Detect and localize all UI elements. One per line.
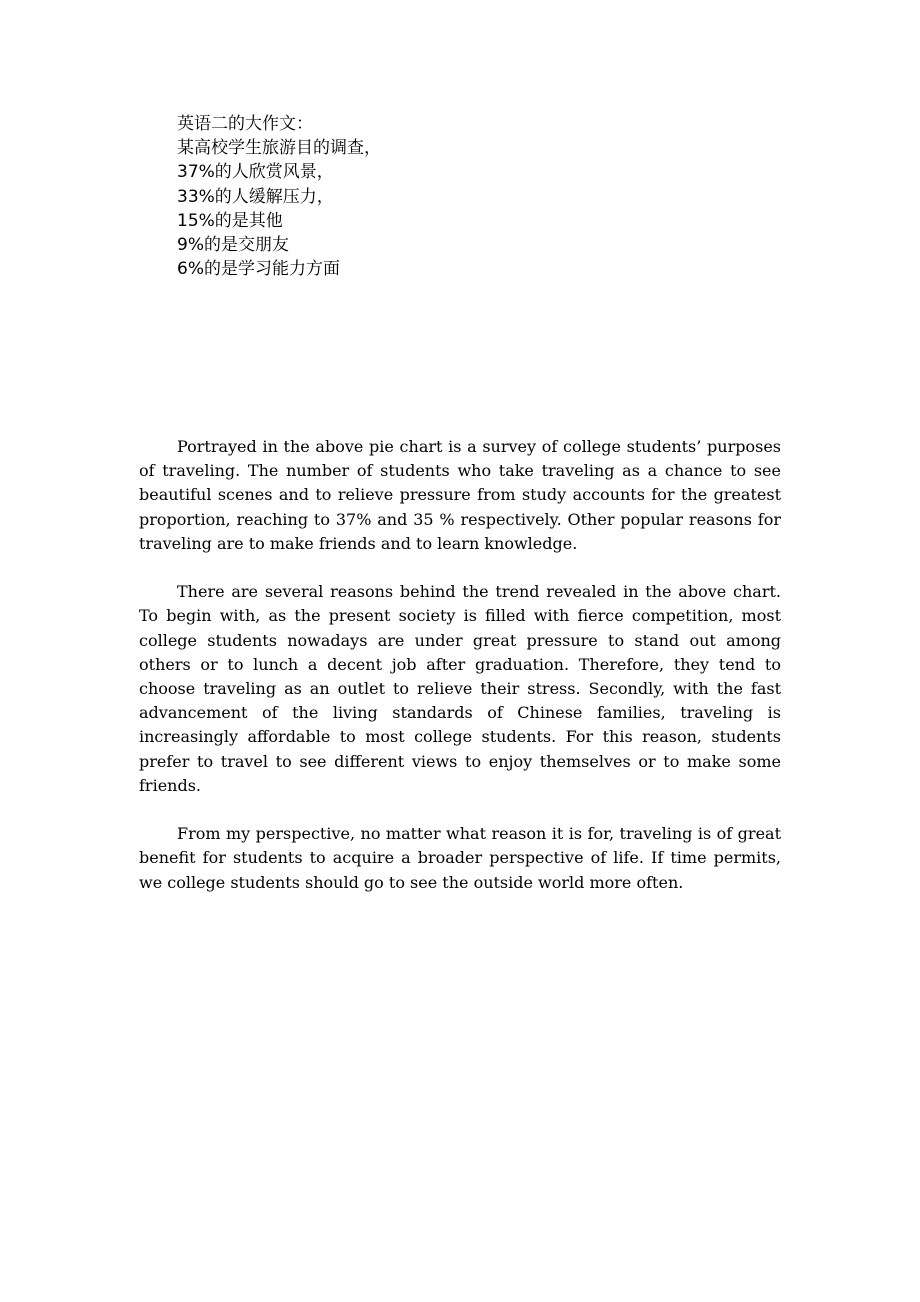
essay-paragraph-2: There are several reasons behind the trend revealed in the above chart. To begin with, as the present society is filled with fierce competition, most college students nowadays are under great pressure to stand out among others or to lunch a decent job after graduation. Therefore, they tend to choose traveling as an outlet to relieve their stress. Secondly, with the fast advancement of the living standards of Chinese families, traveling is increasingly affordable to most college students. For this reason, students prefer to travel to see different views to enjoy themselves or to make some friends. (139, 582, 781, 795)
essay-paragraph-3: From my perspective, no matter what reason it is for, traveling is of great benefit for students to acquire a broader perspective of life. If time permits, we college students should go to see the outside world more often. (139, 824, 781, 892)
prompt-notes (177, 112, 381, 281)
notes-line: 33%的人缓解压力， (177, 186, 334, 207)
essay-paragraph-1: Portrayed in the above pie chart is a survey of college students’ purposes of traveling. The number of students who take traveling as a chance to see beautiful scenes and to relieve pressure from study accounts for the greatest proportion, reaching to 37% and 35 % respectively. Other popular reasons for traveling are to make friends and to learn knowledge. (139, 437, 781, 553)
notes-line: 6%的是学习能力方面 (177, 259, 340, 280)
essay-body (139, 435, 781, 919)
notes-line: 15%的是其他 (177, 210, 283, 231)
notes-line: 某高校学生旅游目的调查， (177, 138, 381, 159)
notes-line: 37%的人欣赏风景， (177, 162, 334, 183)
notes-title: 英语二的大作文： (177, 114, 313, 134)
notes-line: 9%的是交朋友 (177, 235, 289, 256)
